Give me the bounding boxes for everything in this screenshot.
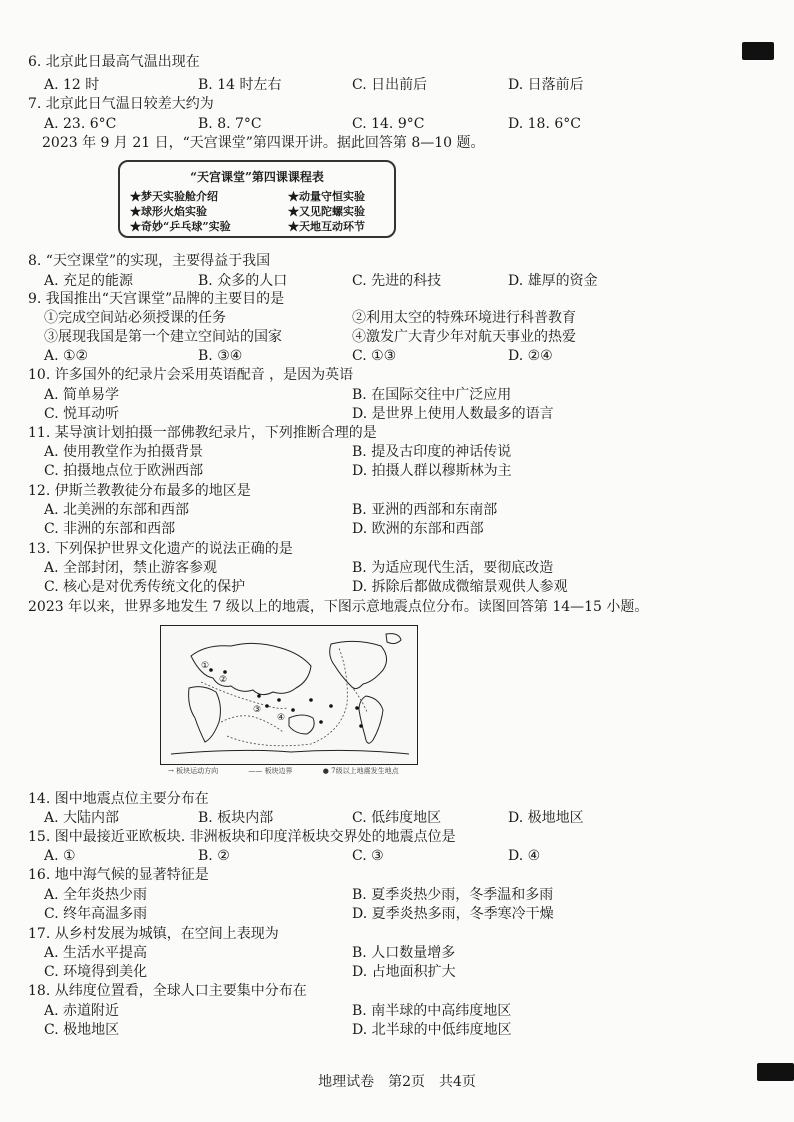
- q17-option-b: B. 人口数量增多: [352, 945, 456, 961]
- q18-option-d: D. 北半球的中低纬度地区: [352, 1022, 512, 1038]
- earthquake-point: [277, 698, 281, 702]
- earthquake-point: [265, 704, 269, 708]
- q15-option-a: A. ①: [44, 848, 76, 864]
- q6-option-c: C. 日出前后: [352, 77, 428, 93]
- marker-3: ③: [253, 705, 262, 715]
- question-15-stem: 15. 图中最接近亚欧板块. 非洲板块和印度洋板块交界处的地震点位是: [28, 829, 456, 845]
- q9-option-c: C. ①③: [352, 348, 397, 364]
- q16-option-c: C. 终年高温多雨: [44, 906, 148, 922]
- q8-option-c: C. 先进的科技: [352, 273, 442, 289]
- q9-option-b: B. ③④: [198, 348, 243, 364]
- marker-1: ①: [201, 661, 210, 671]
- q12-option-c: C. 非洲的东部和西部: [44, 521, 176, 537]
- q10-option-b: B. 在国际交往中广泛应用: [352, 387, 512, 403]
- q13-option-d: D. 拆除后都做成微缩景观供人参观: [352, 579, 568, 595]
- question-17-stem: 17. 从乡村发展为城镇，在空间上表现为: [28, 926, 279, 942]
- schedule-item: ★梦天实验舱介绍: [130, 190, 218, 203]
- q6-option-b: B. 14 时左右: [198, 77, 282, 93]
- q8-option-a: A. 充足的能源: [44, 273, 134, 289]
- question-14-stem: 14. 图中地震点位主要分布在: [28, 791, 209, 807]
- q11-option-d: D. 拍摄人群以穆斯林为主: [352, 463, 512, 479]
- q9-statement-4: ④激发广大青少年对航天事业的热爱: [352, 329, 576, 345]
- q12-option-a: A. 北美洲的东部和西部: [44, 502, 190, 518]
- earthquake-point: [309, 698, 313, 702]
- earthquake-plate-map: [160, 625, 418, 765]
- question-10-stem: 10. 许多国外的纪录片会采用英语配音 ，是因为英语: [28, 367, 354, 383]
- q14-option-b: B. 板块内部: [198, 810, 274, 826]
- q13-option-c: C. 核心是对优秀传统文化的保护: [44, 579, 246, 595]
- q18-option-c: C. 极地地区: [44, 1022, 120, 1038]
- question-11-stem: 11. 某导演计划拍摄一部佛教纪录片，下列推断合理的是: [28, 425, 377, 441]
- question-6-stem: 6. 北京此日最高气温出现在: [28, 54, 200, 70]
- map-legend: [168, 766, 427, 776]
- q16-option-a: A. 全年炎热少雨: [44, 887, 148, 903]
- north-america-outline: [330, 641, 387, 688]
- q8-option-d: D. 雄厚的资金: [508, 273, 598, 289]
- earthquake-point: [359, 724, 363, 728]
- intro-14-15: 2023 年以来，世界多地发生 7 级以上的地震，下图示意地震点位分布。读图回答第 14—15 小题。: [28, 599, 649, 615]
- marker-4: ④: [277, 713, 286, 723]
- q18-option-b: B. 南半球的中高纬度地区: [352, 1003, 512, 1019]
- registration-mark-top: [742, 42, 774, 60]
- schedule-item: ★动量守恒实验: [288, 190, 365, 203]
- antarctica-outline: [171, 750, 409, 754]
- q14-option-a: A. 大陆内部: [44, 810, 120, 826]
- world-map-graphic: [161, 626, 416, 763]
- legend-earthquake: ● 7级以上地震发生地点: [322, 767, 399, 775]
- earthquake-point: [223, 670, 227, 674]
- q16-option-b: B. 夏季炎热少雨，冬季温和多雨: [352, 887, 554, 903]
- q13-option-b: B. 为适应现代生活，要彻底改造: [352, 560, 554, 576]
- q10-option-d: D. 是世界上使用人数最多的语言: [352, 406, 554, 422]
- q7-option-d: D. 18. 6°C: [508, 116, 581, 132]
- q10-option-a: A. 简单易学: [44, 387, 120, 403]
- q14-option-c: C. 低纬度地区: [352, 810, 442, 826]
- schedule-item: ★奇妙“乒乓球”实验: [130, 220, 231, 233]
- q15-option-b: B. ②: [198, 848, 230, 864]
- marker-2: ②: [219, 675, 228, 685]
- q12-option-d: D. 欧洲的东部和西部: [352, 521, 484, 537]
- question-16-stem: 16. 地中海气候的显著特征是: [28, 867, 209, 883]
- schedule-item: ★天地互动环节: [288, 220, 365, 233]
- question-9-stem: 9. 我国推出“天宫课堂”品牌的主要目的是: [28, 291, 285, 307]
- africa-outline: [189, 687, 221, 742]
- q11-option-c: C. 拍摄地点位于欧洲西部: [44, 463, 204, 479]
- q18-option-a: A. 赤道附近: [44, 1003, 120, 1019]
- q11-option-b: B. 提及古印度的神话传说: [352, 444, 512, 460]
- plate-boundary: [221, 716, 283, 732]
- earthquake-point: [319, 720, 323, 724]
- plate-boundary: [201, 682, 287, 709]
- question-18-stem: 18. 从纬度位置看，全球人口主要集中分布在: [28, 983, 307, 999]
- q6-option-d: D. 日落前后: [508, 77, 584, 93]
- schedule-title: “天宫课堂”第四课课程表: [190, 170, 324, 184]
- q17-option-d: D. 占地面积扩大: [352, 964, 456, 980]
- page-footer: 地理试卷 第2页 共4页: [318, 1074, 476, 1090]
- q6-option-a: A. 12 时: [44, 77, 100, 93]
- q7-option-c: C. 14. 9°C: [352, 116, 425, 132]
- q13-option-a: A. 全部封闭，禁止游客参观: [44, 560, 218, 576]
- intro-8-10: 2023 年 9 月 21 日，“天宫课堂”第四课开讲。据此回答第 8—10 题。: [42, 135, 485, 151]
- q11-option-a: A. 使用教堂作为拍摄背景: [44, 444, 204, 460]
- schedule-item: ★球形火焰实验: [130, 205, 207, 218]
- q9-statement-2: ②利用太空的特殊环境进行科普教育: [352, 310, 576, 326]
- q9-option-d: D. ②④: [508, 348, 553, 364]
- question-13-stem: 13. 下列保护世界文化遗产的说法正确的是: [28, 541, 293, 557]
- q15-option-c: C. ③: [352, 848, 384, 864]
- q9-statement-1: ①完成空间站必须授课的任务: [44, 310, 226, 326]
- earthquake-point: [257, 694, 261, 698]
- question-7-stem: 7. 北京此日气温日较差大约为: [28, 96, 214, 112]
- earthquake-point: [329, 704, 333, 708]
- q7-option-b: B. 8. 7°C: [198, 116, 262, 132]
- greenland-outline: [386, 634, 401, 644]
- question-12-stem: 12. 伊斯兰教教徒分布最多的地区是: [28, 483, 251, 499]
- schedule-box: [118, 160, 396, 238]
- q16-option-d: D. 夏季炎热多雨，冬季寒冷干燥: [352, 906, 554, 922]
- q17-option-c: C. 环境得到美化: [44, 964, 148, 980]
- legend-plate-boundary: —— 板块边界: [248, 767, 293, 775]
- question-8-stem: 8. “天空课堂”的实现，主要得益于我国: [28, 253, 271, 269]
- q8-option-b: B. 众多的人口: [198, 273, 288, 289]
- q9-option-a: A. ①②: [44, 348, 89, 364]
- schedule-item: ★又见陀螺实验: [288, 205, 365, 218]
- q14-option-d: D. 极地地区: [508, 810, 584, 826]
- australia-outline: [289, 715, 314, 734]
- q10-option-c: C. 悦耳动听: [44, 406, 120, 422]
- plate-boundary: [227, 648, 347, 746]
- q7-option-a: A. 23. 6°C: [44, 116, 117, 132]
- q9-statement-3: ③展现我国是第一个建立空间站的国家: [44, 329, 282, 345]
- q15-option-d: D. ④: [508, 848, 541, 864]
- earthquake-point: [209, 668, 213, 672]
- earthquake-point: [291, 708, 295, 712]
- q12-option-b: B. 亚洲的西部和东南部: [352, 502, 498, 518]
- legend-plate-motion: → 板块运动方向: [168, 767, 219, 775]
- earthquake-point: [355, 706, 359, 710]
- q17-option-a: A. 生活水平提高: [44, 945, 148, 961]
